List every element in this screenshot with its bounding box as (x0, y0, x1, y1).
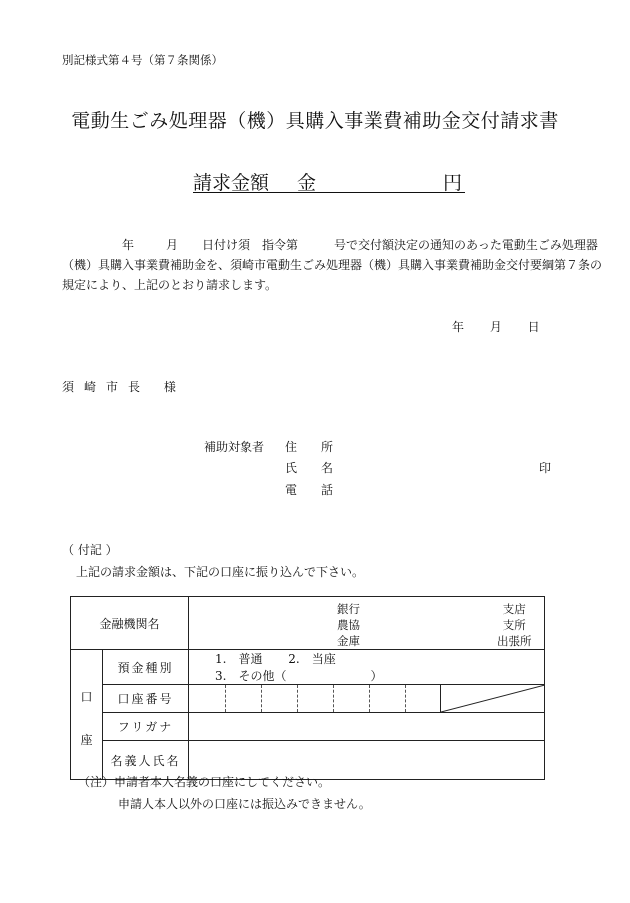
institution-field[interactable] (189, 597, 545, 650)
addressee: 須崎市長 様 (62, 380, 186, 394)
amount-label: 請求金額 (193, 172, 270, 194)
deposit-type-field[interactable] (189, 650, 545, 685)
account-number-label: 口座番号 (103, 685, 189, 713)
deposit-option[interactable]: 2. 当座 (288, 652, 336, 666)
name-label: 氏 名 (285, 461, 334, 475)
furigana-label: フリガナ (103, 713, 189, 741)
address-label: 住 所 (285, 440, 334, 454)
bank-type: 銀行 (337, 602, 361, 616)
branch-type: 出張所 (497, 634, 532, 648)
note-text: 上記の請求金額は、下記の口座に振り込んで下さい。 (76, 565, 365, 579)
footnote-1: （注）申請者本人名義の口座にしてください。 (78, 775, 331, 789)
note-heading: （ 付記 ） (62, 543, 118, 557)
account-number-blank (441, 685, 545, 713)
body-month: 月 (166, 238, 179, 252)
request-body (62, 235, 602, 295)
branch-type: 支店 (502, 602, 526, 616)
deposit-option[interactable]: 1. 普通 (215, 652, 263, 666)
date-line: 年 月 日 (452, 320, 540, 334)
body-year: 年 (122, 238, 135, 252)
bank-account-table (70, 596, 545, 780)
branch-type: 支所 (502, 618, 526, 632)
deposit-option[interactable]: 3. その他（ ） (215, 669, 383, 683)
seal-mark: 印 (539, 461, 552, 475)
bank-type: 農協 (337, 618, 361, 632)
document-title: 電動生ごみ処理器（機）具購入事業費補助金交付請求書 (71, 110, 559, 132)
deposit-type-label: 預金種別 (103, 650, 189, 685)
amount-line (193, 168, 465, 193)
amount-prefix: 金 (297, 172, 317, 194)
account-side-label: 口 座 (71, 650, 103, 780)
bank-type: 金庫 (337, 634, 361, 648)
holder-name-label: 名義人氏名 (103, 741, 189, 780)
amount-unit: 円 (443, 172, 463, 194)
furigana-field[interactable] (189, 713, 545, 741)
body-text: 日付け須 指令第 号で交付額決定の通知のあった電動生ごみ処理器（機）具購入事業費補助金を、須崎市電動生ごみ処理器（機）具購入事業費補助金交付要綱第７条の規定により、上記のとおり請求します。 (62, 238, 603, 292)
institution-label: 金融機関名 (71, 597, 189, 650)
footnote-2: 申請人本人以外の口座には振込みできません。 (118, 797, 371, 811)
applicant-label: 補助対象者 (204, 440, 265, 454)
form-number: 別記様式第４号（第７条関係） (62, 53, 223, 67)
phone-label: 電 話 (285, 483, 334, 497)
account-number-field[interactable] (189, 685, 441, 713)
